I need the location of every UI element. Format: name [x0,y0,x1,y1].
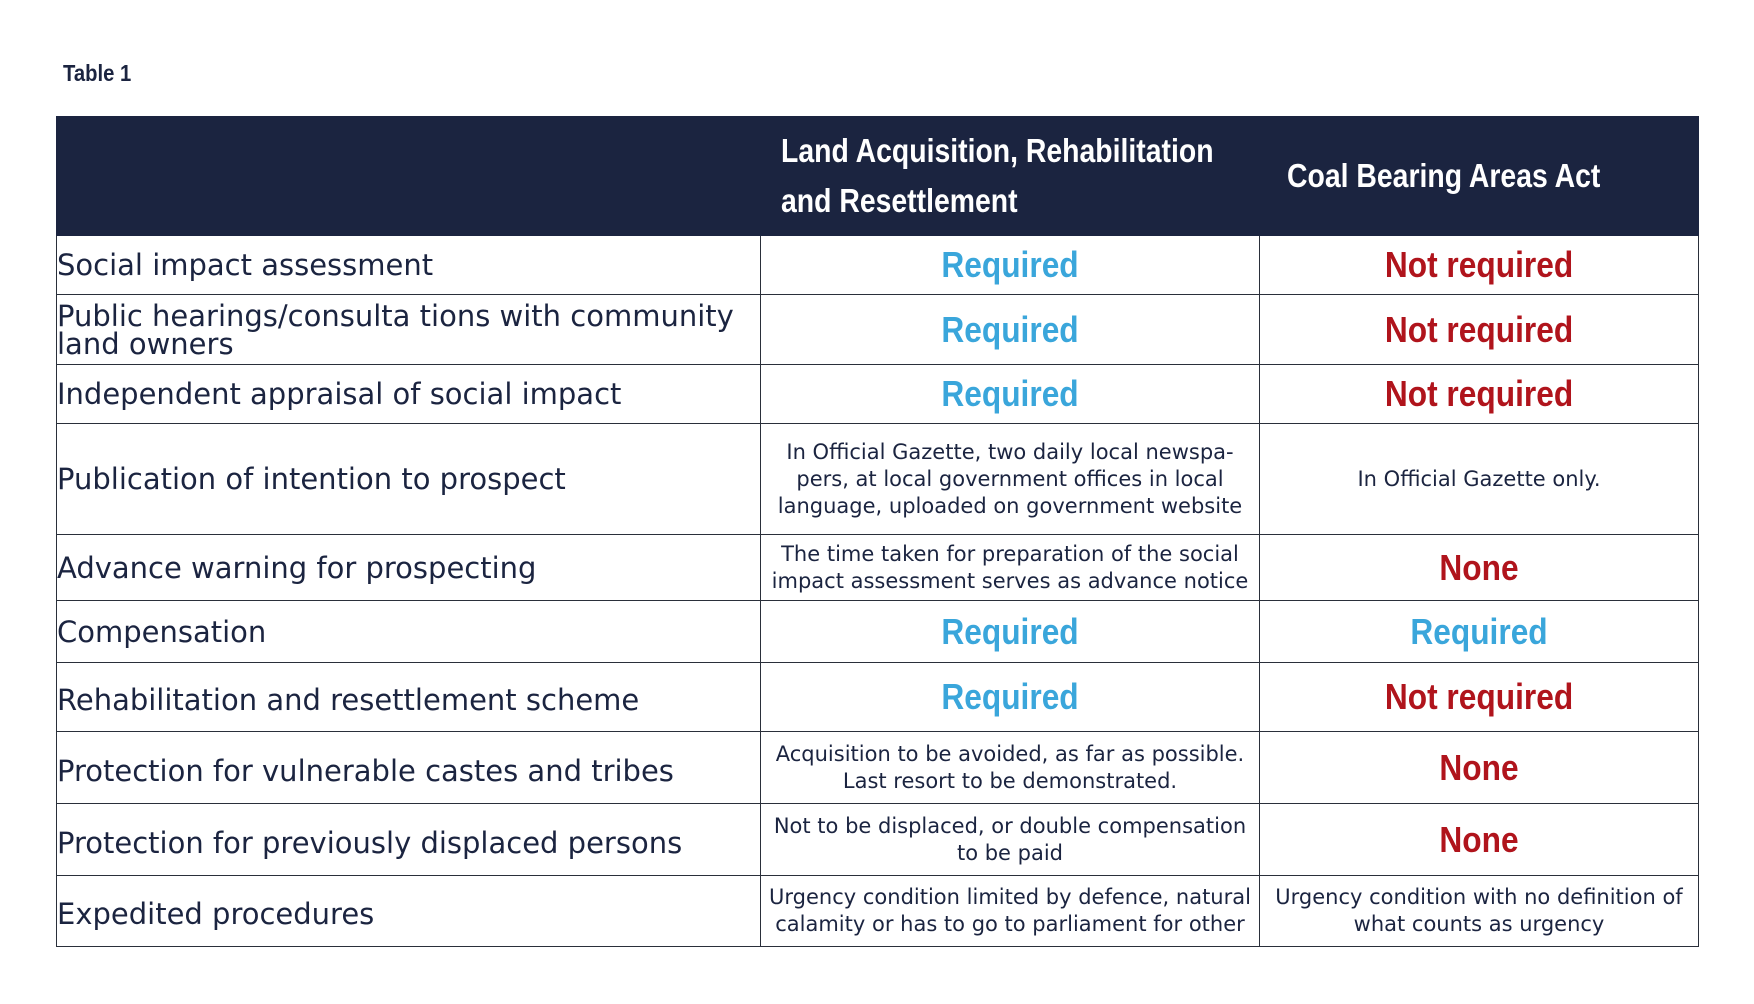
table-row [57,663,1699,732]
required-value: Required [941,676,1079,717]
larr-cell [761,601,1260,663]
table-row [57,804,1699,876]
table-row [57,732,1699,804]
not-required-value: Not required [1384,308,1574,350]
cba-cell [1260,236,1699,295]
table-row [57,365,1699,424]
table-row [57,876,1699,947]
not-required-value: Not required [1384,373,1574,414]
table-caption: Table 1 [63,60,132,86]
row-label: Social impact assessment [57,236,761,295]
row-label: Public hearings/consulta tions with community land owners [57,295,761,365]
header-larr-line2: and Resettlement [781,182,1018,219]
cba-cell [1260,601,1699,663]
larr-cell [761,365,1260,424]
table-row [57,535,1699,601]
cba-cell [1260,295,1699,365]
row-label: Independent appraisal of social impact [57,365,761,424]
cba-note: In Official Gazette only. [1357,466,1601,491]
none-value: None [1439,546,1519,588]
table-row [57,236,1699,295]
larr-note: Urgency condition limited by defence, natural calamity or has to go to parliament for other [769,885,1251,936]
row-label: Protection for previously displaced persons [57,804,761,876]
required-value: Required [1410,610,1548,652]
larr-note: Acquisition to be avoided, as far as possible. Last resort to be demonstrated. [775,741,1245,793]
larr-cell [761,876,1260,947]
larr-cell [761,424,1260,535]
comparison-table [56,116,1699,947]
required-value: Required [941,373,1079,414]
row-label: Expedited procedures [57,876,761,947]
required-value: Required [941,610,1079,652]
cba-cell [1260,804,1699,876]
larr-cell [761,804,1260,876]
larr-note: The time taken for preparation of the social impact assessment serves as advance notice [771,541,1249,593]
row-label: Rehabilitation and resettlement scheme [57,663,761,732]
cba-cell [1260,876,1699,947]
larr-note: Not to be displaced, or double compensation to be paid [773,813,1247,865]
cba-cell [1260,663,1699,732]
header-larr [761,117,1260,236]
table-row [57,601,1699,663]
larr-cell [761,535,1260,601]
row-label: Protection for vulnerable castes and tribes [57,732,761,804]
header-cba-label: Coal Bearing Areas Act [1287,157,1601,194]
larr-cell [761,236,1260,295]
row-label: Compensation [57,601,761,663]
header-larr-line1: Land Acquisition, Rehabilitation [781,132,1214,169]
larr-cell [761,663,1260,732]
required-value: Required [941,244,1079,285]
header-row [57,117,1699,236]
larr-cell [761,295,1260,365]
header-cba [1260,117,1699,236]
table-row [57,424,1699,535]
cba-cell [1260,732,1699,804]
not-required-value: Not required [1384,676,1574,717]
cba-cell [1260,424,1699,535]
table-row [57,295,1699,365]
header-empty-cell [57,117,761,236]
cba-cell [1260,365,1699,424]
larr-note: In Official Gazette, two daily local newspa- pers, at local government offices in local language, uploaded on government website [777,439,1243,518]
larr-cell [761,732,1260,804]
row-label: Advance warning for prospecting [57,535,761,601]
cba-cell [1260,535,1699,601]
cba-note: Urgency condition with no definition of what counts as urgency [1275,885,1683,936]
none-value: None [1439,818,1519,860]
not-required-value: Not required [1384,244,1574,285]
none-value: None [1439,746,1519,788]
row-label: Publication of intention to prospect [57,424,761,535]
required-value: Required [941,308,1079,350]
